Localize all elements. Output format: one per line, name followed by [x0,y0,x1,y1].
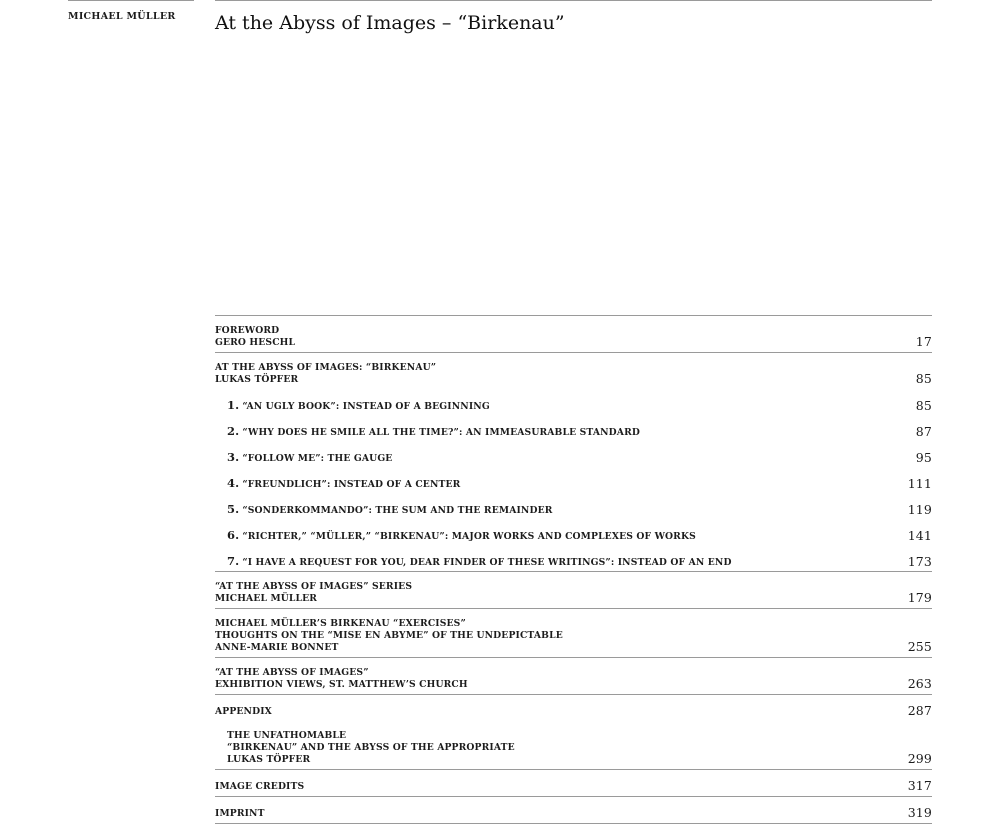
toc-entry-text [227,477,460,491]
toc-page-number: 255 [907,639,932,654]
toc-page-number: 287 [907,703,932,718]
toc-entry-text [215,325,295,349]
toc-entry-text [215,781,304,793]
toc-page-number: 111 [907,476,932,491]
left-column-rule [68,0,194,1]
toc-page-number: 173 [907,554,932,569]
toc-subentry[interactable] [215,415,932,441]
toc-entry-line: “BIRKENAU” AND THE ABYSS OF THE APPROPRIATE [227,742,515,753]
toc-page-number: 95 [915,450,932,465]
toc-subentry[interactable] [215,441,932,467]
toc-entry-text [227,503,553,517]
toc-entry[interactable] [215,609,932,658]
toc-entry[interactable] [215,572,932,609]
toc-page-number: 141 [907,528,932,543]
toc-entry-number: 1. [227,398,240,412]
toc-entry-text [215,581,412,605]
toc-subentry[interactable] [215,467,932,493]
toc-entry[interactable] [215,797,932,824]
toc-page-number: 299 [907,751,932,766]
toc-entry-line: “FOLLOW ME”: THE GAUGE [242,453,393,464]
toc-subentry[interactable] [215,519,932,545]
toc-entry-text [227,730,515,766]
toc-entry-line: MICHAEL MÜLLER [215,593,318,604]
toc-entry-line: “I HAVE A REQUEST FOR YOU, DEAR FINDER OF THESE WRITINGS”: INSTEAD OF AN END [242,557,732,568]
toc-entry-line: “AN UGLY BOOK”: INSTEAD OF A BEGINNING [242,401,490,412]
toc-entry-text [227,529,696,543]
toc-entry-line: APPENDIX [215,706,272,717]
toc-entry-text [227,425,640,439]
table-of-contents [215,315,932,824]
author-name: MICHAEL MÜLLER [68,11,176,22]
toc-entry-line: “AT THE ABYSS OF IMAGES” SERIES [215,581,413,592]
toc-entry-text [215,808,265,820]
toc-page-number: 119 [907,502,932,517]
toc-entry-number: 3. [227,450,240,464]
toc-entry-line: ANNE-MARIE BONNET [215,642,339,653]
toc-entry-line: GERO HESCHL [215,337,296,348]
page-title: At the Abyss of Images – “Birkenau” [215,12,565,34]
toc-subentry[interactable] [215,389,932,415]
toc-entry-number: 7. [227,554,240,568]
toc-entry-line: “AT THE ABYSS OF IMAGES” [215,667,369,678]
toc-entry[interactable] [215,353,932,389]
top-rule [215,0,932,1]
toc-page-number: 87 [915,424,932,439]
toc-page-number: 263 [907,676,932,691]
toc-entry-line: IMPRINT [215,808,265,819]
toc-entry-text [215,667,468,691]
toc-entry-line: “FREUNDLICH”: INSTEAD OF A CENTER [242,479,461,490]
toc-entry-text [227,451,392,465]
toc-entry-text [227,555,732,569]
toc-subentry[interactable] [215,493,932,519]
toc-subentry[interactable] [215,545,932,572]
toc-entry-line: IMAGE CREDITS [215,781,305,792]
toc-entry-number: 5. [227,502,240,516]
toc-entry-line: “RICHTER,” “MÜLLER,” “BIRKENAU”: MAJOR WORKS AND COMPLEXES OF WORKS [242,531,696,542]
toc-entry[interactable] [215,721,932,770]
toc-page-number: 17 [915,334,932,349]
toc-entry-number: 6. [227,528,240,542]
toc-entry-line: FOREWORD [215,325,280,336]
toc-entry-number: 4. [227,476,240,490]
toc-entry-line: THOUGHTS ON THE “MISE EN ABYME” OF THE UNDEPICTABLE [215,630,563,641]
toc-entry-text [227,399,490,413]
toc-entry-line: THE UNFATHOMABLE [227,730,347,741]
toc-page-number: 85 [915,398,932,413]
toc-entry[interactable] [215,695,932,721]
toc-page-number: 85 [915,371,932,386]
toc-page-number: 319 [907,805,932,820]
toc-entry[interactable] [215,658,932,695]
toc-entry-line: “WHY DOES HE SMILE ALL THE TIME?”: AN IMMEASURABLE STANDARD [242,427,640,438]
toc-entry-line: “SONDERKOMMANDO”: THE SUM AND THE REMAINDER [242,505,553,516]
toc-page-number: 179 [907,590,932,605]
toc-entry-line: EXHIBITION VIEWS, ST. MATTHEW’S CHURCH [215,679,468,690]
toc-entry-line: LUKAS TÖPFER [227,754,311,765]
toc-entry[interactable] [215,770,932,797]
toc-entry[interactable] [215,316,932,353]
toc-entry-line: AT THE ABYSS OF IMAGES: “BIRKENAU” [215,362,437,373]
toc-entry-line: MICHAEL MÜLLER’S BIRKENAU “EXERCISES” [215,618,466,629]
toc-entry-number: 2. [227,424,240,438]
toc-entry-text [215,706,272,718]
toc-entry-line: LUKAS TÖPFER [215,374,299,385]
toc-entry-text [215,362,436,386]
toc-page-number: 317 [907,778,932,793]
toc-entry-text [215,618,563,654]
